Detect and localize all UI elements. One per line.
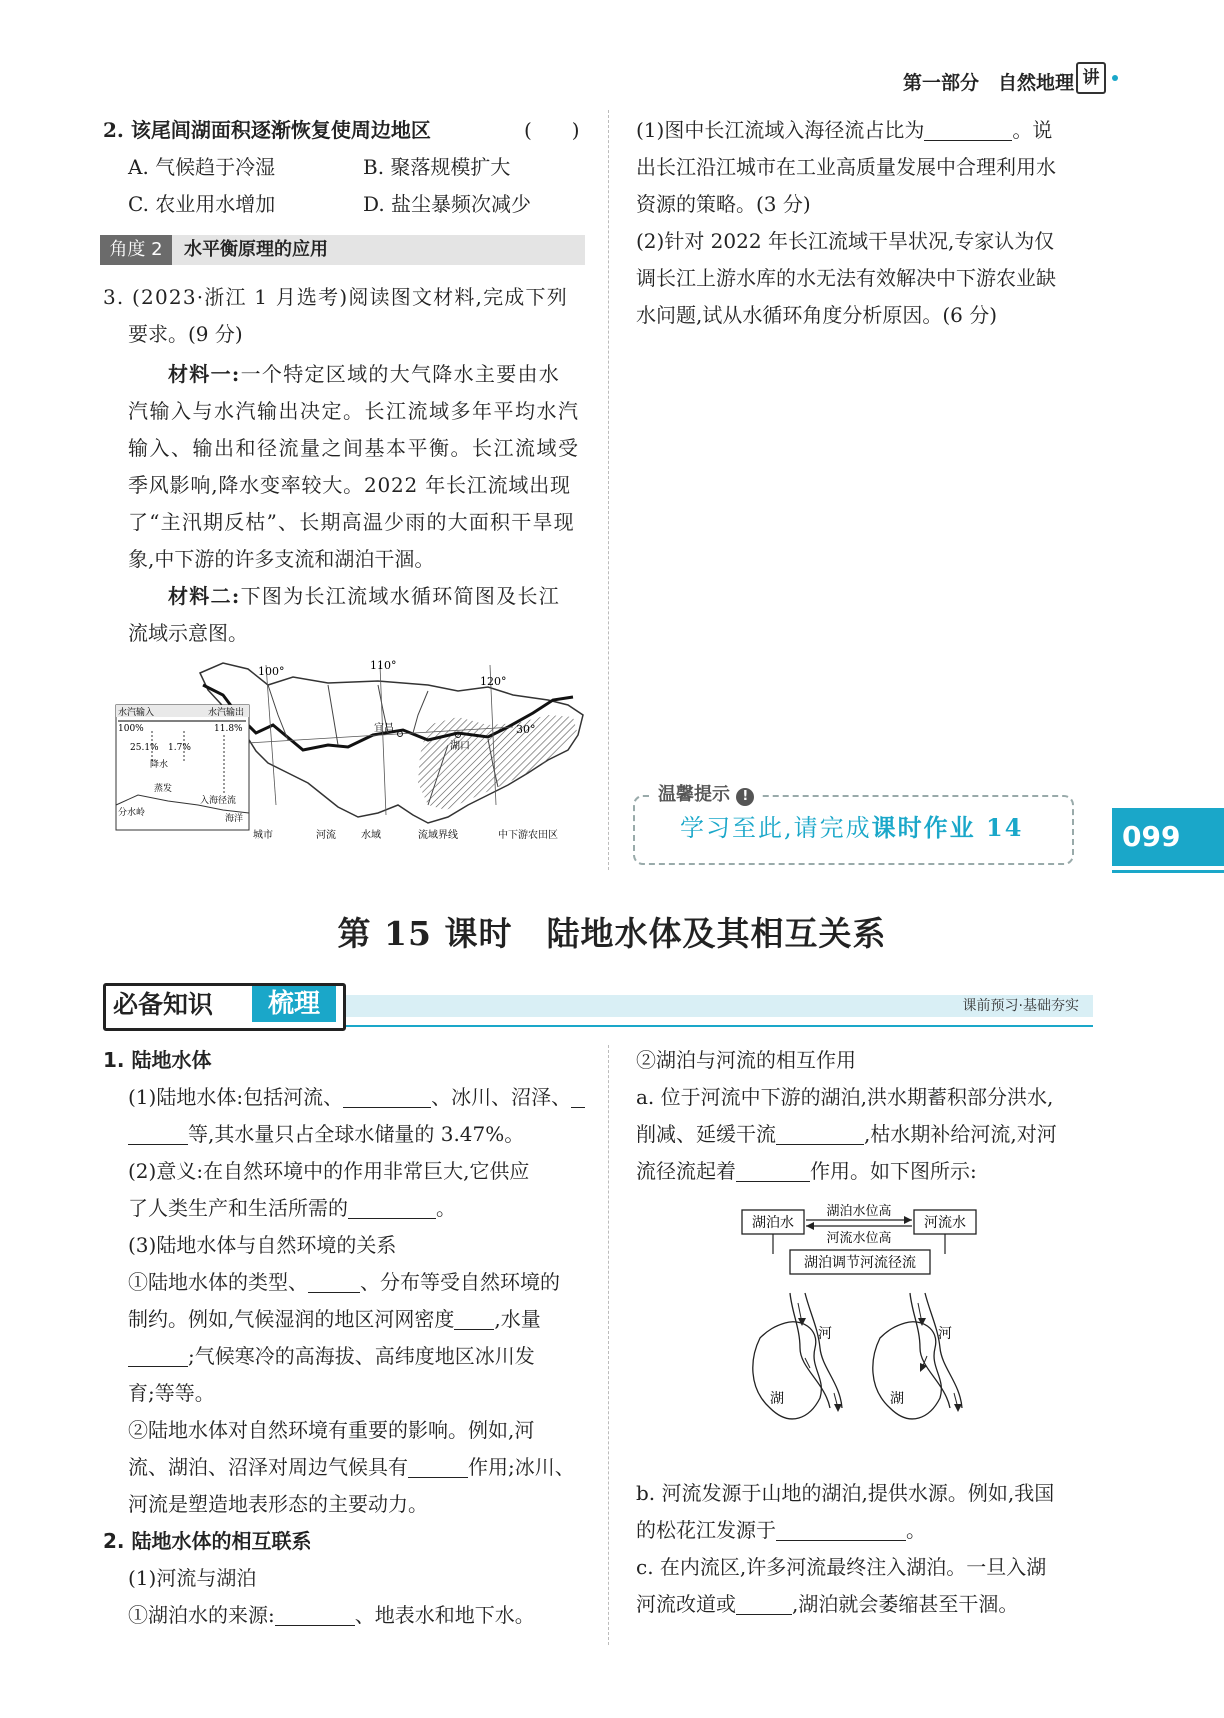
question-3-stem: 要求。(9 分) — [128, 322, 243, 346]
legend-water: 水域 — [361, 830, 381, 841]
sub-question-2: (2)针对 2022 年长江流域干旱状况,专家认为仅 — [636, 229, 1055, 253]
tributary — [413, 691, 428, 733]
river-label: 河 — [818, 1326, 832, 1342]
text-line: ②湖泊与河流的相互作用 — [636, 1048, 856, 1072]
inset-label: 1.7% — [168, 743, 191, 753]
material-1-line: 输入、输出和径流量之间基本平衡。长江流域受 — [128, 436, 580, 460]
material-1-line: 材料一:一个特定区域的大气降水主要由水 — [168, 362, 561, 386]
part-header: 第一部分 自然地理 — [902, 72, 1074, 94]
longitude-line — [266, 665, 276, 805]
inset-label: 分水岭 — [118, 808, 146, 818]
sub-question-2: 水问题,试从水循环角度分析原因。(6 分) — [636, 303, 998, 327]
river-high-label: 河流水位高 — [826, 1231, 892, 1246]
option-c: C. 农业用水增加 — [128, 192, 276, 216]
text-line: 育;等等。 — [128, 1381, 215, 1405]
option-d: D. 盐尘暴频次减少 — [363, 192, 532, 216]
answer-blank[interactable] — [275, 1603, 355, 1626]
inset-label: 水汽输入 — [118, 708, 155, 718]
lake-water-label: 湖泊水 — [752, 1215, 794, 1231]
material-1-line: 季风影响,降水变率较大。2022 年长江流域出现 — [128, 473, 571, 497]
text-line: 了人类生产和生活所需的 。 — [128, 1196, 456, 1220]
text-line: ②陆地水体对自然环境有重要的影响。例如,河 — [128, 1418, 535, 1442]
inset-label: 海洋 — [225, 814, 244, 824]
answer-blank[interactable] — [128, 1344, 188, 1367]
page-tab-underline — [1112, 870, 1224, 873]
answer-blank[interactable] — [343, 1085, 431, 1108]
answer-blank[interactable] — [776, 1518, 906, 1541]
material-2-line: 材料二:下图为长江流域水循环简图及长江 — [168, 584, 561, 608]
text-line: ;气候寒冷的高海拔、高纬度地区冰川发 — [128, 1338, 535, 1375]
tip-title: 温馨提示 ! — [652, 780, 760, 806]
inset-label: 水汽输出 — [208, 708, 245, 718]
legend-city: 城市 — [253, 830, 273, 841]
text-line: (2)意义:在自然环境中的作用非常巨大,它供应 — [128, 1159, 530, 1183]
legend-boundary: 流域界线 — [418, 830, 458, 841]
regulate-label: 湖泊调节河流径流 — [804, 1255, 916, 1271]
sub-question-1: 出长江沿江城市在工业高质量发展中合理利用水 — [636, 155, 1056, 179]
section-heading: 必备知识 — [113, 990, 214, 1019]
river-label: 河 — [938, 1326, 952, 1342]
tributary — [328, 685, 338, 745]
text-line: 河流是塑造地表形态的主要动力。 — [128, 1492, 428, 1516]
city-label: 湖口 — [450, 741, 470, 752]
text-line: a. 位于河流中下游的湖泊,洪水期蓄积部分洪水, — [636, 1085, 1054, 1109]
text-line: 流、湖泊、沼泽对周边气候具有 作用;冰川、 — [128, 1455, 575, 1479]
lake-river-diagram — [730, 1198, 1030, 1458]
answer-blank[interactable] — [924, 118, 1012, 141]
text-line: (1)河流与湖泊 — [128, 1566, 257, 1590]
angle-title: 水平衡原理的应用 — [184, 239, 328, 260]
option-b: B. 聚落规模扩大 — [363, 155, 511, 179]
text-line: ①湖泊水的来源: 、地表水和地下水。 — [128, 1603, 535, 1627]
material-2-line: 流域示意图。 — [128, 621, 248, 645]
inset-label: 25.1% — [130, 743, 159, 753]
text-line: c. 在内流区,许多河流最终注入湖泊。一旦入湖 — [636, 1555, 1047, 1579]
lat-label: 30° — [516, 723, 536, 736]
accent-dot-icon — [1112, 75, 1118, 81]
material-1-line: 象,中下游的许多支流和湖泊干涸。 — [128, 547, 435, 571]
text-line: (1)陆地水体:包括河流、 、冰川、沼泽、 — [128, 1079, 585, 1116]
material-1-line: 了“主汛期反枯”、长期高温少雨的大面积干旱现 — [128, 510, 575, 534]
inset-label: 入海径流 — [200, 796, 237, 806]
legend-farmland: 中下游农田区 — [498, 830, 558, 841]
material-1-line: 汽输入与水汽输出决定。长江流域多年平均水汽 — [128, 399, 580, 423]
answer-blank[interactable] — [454, 1307, 494, 1330]
inset-label: 蒸发 — [154, 784, 173, 794]
sub-question-1: 资源的策略。(3 分) — [636, 192, 811, 216]
text-line: ①陆地水体的类型、 、分布等受自然环境的 — [128, 1270, 560, 1294]
answer-blank[interactable] — [736, 1159, 810, 1182]
heading-2: 2. 陆地水体的相互联系 — [103, 1529, 312, 1553]
text-line: 流径流起着 作用。如下图所示: — [636, 1159, 977, 1183]
river-water-label: 河流水 — [924, 1215, 966, 1231]
inset-label: 100% — [118, 724, 144, 734]
page-number: 099 — [1112, 808, 1224, 866]
answer-blank[interactable] — [736, 1592, 792, 1615]
section-subtitle: 课前预习·基础夯实 — [962, 998, 1079, 1014]
sub-question-1: (1)图中长江流域入海径流占比为 。说 — [636, 118, 1053, 142]
lesson-title: 第 15 课时 陆地水体及其相互关系 — [337, 914, 887, 953]
lake-shape — [753, 1322, 822, 1419]
lon-label: 110° — [370, 659, 397, 672]
text-line: 削减、延缓干流 ,枯水期补给河流,对河 — [636, 1122, 1057, 1146]
lake-high-label: 湖泊水位高 — [826, 1204, 892, 1219]
lake-shape — [873, 1322, 942, 1419]
text-line: 河流改道或 ,湖泊就会萎缩甚至干涸。 — [636, 1592, 1019, 1616]
inset-label: 降水 — [150, 760, 169, 770]
section-heading-highlight: 梳理 — [252, 986, 336, 1022]
angle-bar — [100, 235, 585, 265]
option-a: A. 气候趋于冷湿 — [128, 155, 276, 179]
exclamation-icon: ! — [736, 788, 754, 806]
answer-paren: ( ) — [524, 118, 580, 142]
question-3-stem: 3. (2023·浙江 1 月选考)阅读图文材料,完成下列 — [103, 285, 568, 309]
tip-text: 学习至此,请完成课时作业 14 — [680, 813, 1024, 842]
heading-1: 1. 陆地水体 — [103, 1048, 212, 1072]
answer-blank[interactable] — [408, 1455, 468, 1478]
longitude-line — [380, 665, 386, 815]
answer-blank[interactable] — [308, 1270, 360, 1293]
yangtze-basin-map — [118, 655, 598, 870]
column-divider — [608, 1045, 609, 1645]
lecture-book-icon: 讲 — [1076, 62, 1106, 94]
lake-label: 湖 — [890, 1391, 904, 1407]
inset-label: 11.8% — [214, 724, 243, 734]
column-divider — [608, 110, 609, 870]
sub-question-2: 调长江上游水库的水无法有效解决中下游农业缺 — [636, 266, 1056, 290]
text-line: b. 河流发源于山地的湖泊,提供水源。例如,我国 — [636, 1481, 1055, 1505]
lon-label: 120° — [480, 675, 507, 688]
text-line: 制约。例如,气候湿润的地区河网密度 ,水量 — [128, 1307, 541, 1331]
text-line: 等,其水量只占全球水储量的 3.47%。 — [128, 1116, 524, 1153]
answer-blank[interactable] — [128, 1122, 188, 1145]
question-2-stem: 2. 该尾闾湖面积逐渐恢复使周边地区 — [103, 118, 431, 142]
text-line: (3)陆地水体与自然环境的关系 — [128, 1233, 397, 1257]
text-line: 的松花江发源于 。 — [636, 1518, 926, 1542]
lon-label: 100° — [258, 665, 285, 678]
angle-tag: 角度 2 — [100, 235, 172, 265]
section-underline — [343, 1025, 1093, 1027]
answer-blank[interactable] — [571, 1085, 585, 1108]
city-label: 宜昌 — [374, 723, 394, 734]
answer-blank[interactable] — [348, 1196, 436, 1219]
homework-link[interactable]: 课时作业 14 — [871, 813, 1024, 842]
answer-blank[interactable] — [776, 1122, 864, 1145]
legend-river: 河流 — [316, 830, 336, 841]
lake-label: 湖 — [770, 1391, 784, 1407]
